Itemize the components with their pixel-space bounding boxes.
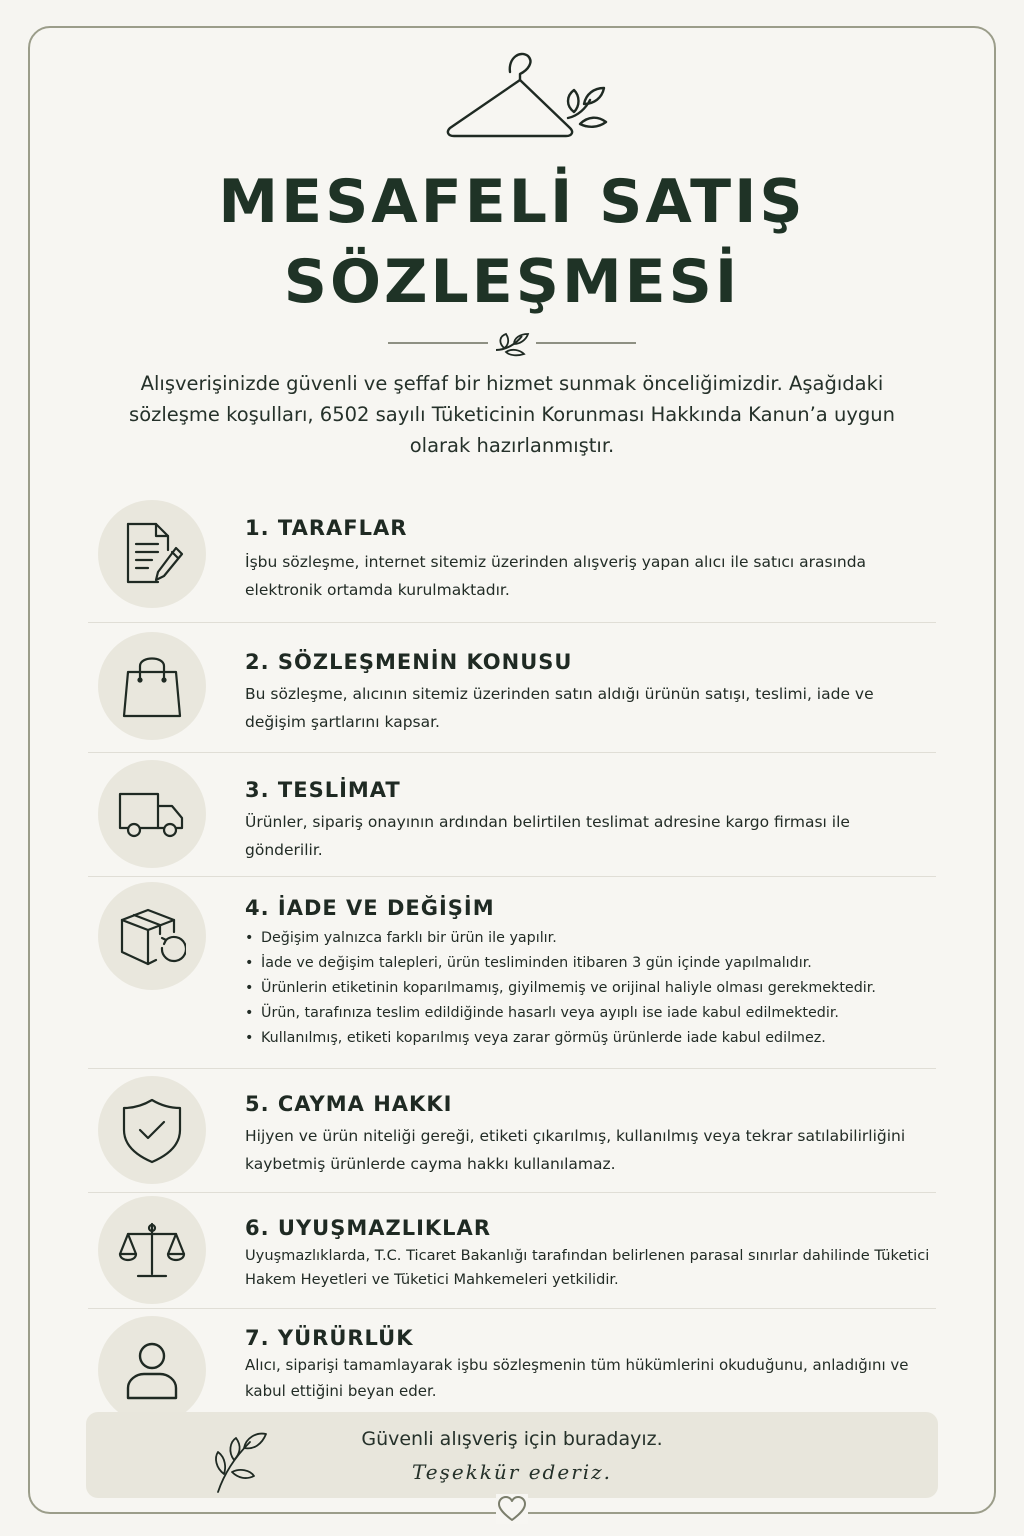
scales-icon bbox=[118, 1216, 186, 1284]
shield-check-icon bbox=[118, 1096, 186, 1164]
footer-banner bbox=[86, 1412, 938, 1498]
section-text: Hijyen ve ürün niteliği gereği, etiketi çıkarılmış, kullanılmış veya tekrar satılabilirliğini kaybetmiş ürünlerde cayma hakkı kullanılamaz. bbox=[245, 1127, 906, 1173]
section-title: 7. YÜRÜRLÜK bbox=[245, 1326, 414, 1350]
hanger-leaf-icon bbox=[440, 46, 610, 142]
section-iade-degisim bbox=[88, 876, 936, 1069]
section-text: Bu sözleşme, alıcının sitemiz üzerinden satın aldığı ürünün satışı, teslimi, iade ve değişim şartlarını kapsar. bbox=[245, 685, 874, 731]
section-text: İşbu sözleşme, internet sitemiz üzerinden alışveriş yapan alıcı ile satıcı arasında elektronik ortamda kurulmaktadır. bbox=[245, 553, 867, 599]
person-icon bbox=[118, 1336, 186, 1404]
box-return-icon bbox=[118, 902, 186, 970]
section-sozlesme-konusu bbox=[88, 622, 936, 753]
section-text: Ürünler, sipariş onayının ardından belirtilen teslimat adresine kargo firması ile gönderilir. bbox=[245, 813, 850, 859]
section-title: 6. UYUŞMAZLIKLAR bbox=[245, 1216, 491, 1240]
section-taraflar bbox=[88, 496, 936, 623]
page-title-line2: SÖZLEŞMESİ bbox=[283, 247, 741, 317]
section-title: 1. TARAFLAR bbox=[245, 516, 408, 540]
section-title: 4. İADE VE DEĞİŞİM bbox=[245, 896, 495, 920]
intro-text: Alışverişinizde güvenli ve şeffaf bir hizmet sunmak önceliğimizdir. Aşağıdaki sözleşme koşulları, 6502 sayılı Tüketicinin Korunması Hakkında Kanun’a uygun olarak hazırlanmıştır. bbox=[129, 372, 895, 457]
section-yururluk bbox=[88, 1308, 936, 1408]
section-title: 5. CAYMA HAKKI bbox=[245, 1092, 453, 1116]
list-item: • İade ve değişim talepleri, ürün tesliminden itibaren 3 gün içinde yapılmalıdır. bbox=[245, 951, 945, 976]
heart-icon bbox=[496, 1494, 528, 1524]
list-item: • Ürünlerin etiketinin koparılmamış, giyilmemiş ve orijinal haliyle olması gerekmektedir. bbox=[245, 976, 945, 1001]
footer-text: Güvenli alışveriş için buradayız. bbox=[361, 1428, 663, 1450]
section-uyusmazliklar bbox=[88, 1192, 936, 1309]
shopping-bag-icon bbox=[118, 652, 186, 720]
delivery-truck-icon bbox=[118, 780, 186, 848]
section-text: Uyuşmazlıklarda, T.C. Ticaret Bakanlığı tarafından belirlenen parasal sınırlar dahilinde Tüketici Hakem Heyetleri ve Tüketici Mahkemeleri yetkilidir. bbox=[245, 1247, 930, 1288]
section-title: 3. TESLİMAT bbox=[245, 778, 401, 802]
document-pen-icon bbox=[118, 520, 186, 588]
return-conditions-list bbox=[245, 926, 945, 1051]
section-teslimat bbox=[88, 752, 936, 877]
footer-thanks: Teşekkür ederiz. bbox=[411, 1460, 613, 1484]
page-title-line1: MESAFELİ SATIŞ bbox=[218, 167, 806, 237]
list-item: • Ürün, tarafınıza teslim edildiğinde hasarlı veya ayıplı ise iade kabul edilmektedir. bbox=[245, 1001, 945, 1026]
section-text: Alıcı, siparişi tamamlayarak işbu sözleşmenin tüm hükümlerini okuduğunu, anladığını ve kabul ettiğini beyan eder. bbox=[245, 1356, 909, 1400]
section-cayma-hakki bbox=[88, 1068, 936, 1193]
section-title: 2. SÖZLEŞMENİN KONUSU bbox=[245, 650, 573, 674]
list-item: • Kullanılmış, etiketi koparılmış veya zarar görmüş ürünlerde iade kabul edilmez. bbox=[245, 1026, 945, 1051]
leaf-divider-icon bbox=[388, 328, 636, 358]
list-item: • Değişim yalnızca farklı bir ürün ile yapılır. bbox=[245, 926, 945, 951]
